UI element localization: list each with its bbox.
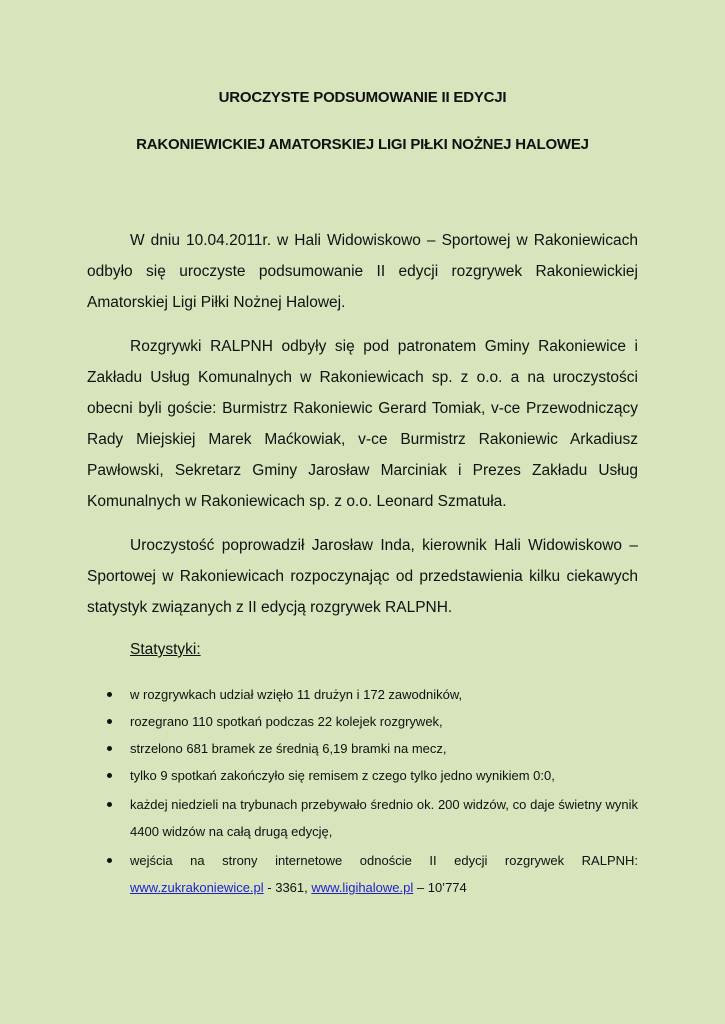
paragraph-text: W dniu 10.04.2011r. w Hali Widowiskowo – Sportowej w Rakoniewicach odbyło się uroczyste podsumowanie II edycji rozgrywek Rakoniewickiej Amatorskiej Ligi Piłki Nożnej Halowej. (87, 232, 638, 311)
stats-item: w rozgrywkach udział wzięło 11 drużyn i 172 zawodników, (105, 683, 638, 706)
stats-item: strzelono 681 bramek ze średnią 6,19 bramki na mecz, (105, 737, 638, 760)
stats-item-websites (105, 847, 638, 901)
paragraph-host (87, 530, 638, 623)
link-ligihalowe[interactable]: www.ligihalowe.pl (311, 880, 414, 895)
title-line-1: UROCZYSTE PODSUMOWANIE II EDYCJI (218, 89, 507, 106)
stats-item: każdej niedzieli na trybunach przebywało średnio ok. 200 widzów, co daje świetny wynik 4400 widzów na całą drugą edycję, (105, 791, 638, 845)
paragraph-opening (87, 225, 638, 318)
title-line-2: RAKONIEWICKIEJ AMATORSKIEJ LIGI PIŁKI NOŻNEJ HALOWEJ (136, 136, 589, 153)
stats-heading: Statystyki: (130, 641, 201, 658)
paragraph-guests (87, 331, 638, 517)
stats-item: tylko 9 spotkań zakończyło się remisem z czego tylko jedno wynikiem 0:0, (105, 764, 638, 787)
stats-list (105, 683, 638, 903)
websites-text: wejścia na strony internetowe odnoście II edycji rozgrywek RALPNH: (130, 853, 638, 868)
paragraph-text: Uroczystość poprowadził Jarosław Inda, kierownik Hali Widowiskowo – Sportowej w Rakoniewicach rozpoczynając od przedstawienia kilku ciekawych statystyk związanych z II edycją rozgrywek RALPNH. (87, 537, 638, 616)
paragraph-text: Rozgrywki RALPNH odbyły się pod patronatem Gminy Rakoniewice i Zakładu Usług Komunalnych w Rakoniewicach sp. z o.o. a na uroczystości obecni byli goście: Burmistrz Rakoniewic Gerard Tomiak, v-ce Przewodniczący Rady Miejskiej Marek Maćkowiak, v-ce Burmistrz Rakoniewic Arkadiusz Pawłowski, Sekretarz Gminy Jarosław Marciniak i Prezes Zakładu Usług Komunalnych w Rakoniewicach sp. z o.o. Leonard Szmatuła. (87, 338, 638, 510)
link-zukrakoniewice[interactable]: www.zukrakoniewice.pl (130, 880, 264, 895)
visits-count-1: - 3361, (263, 880, 312, 895)
visits-count-2: – 10’774 (413, 880, 467, 895)
stats-item: rozegrano 110 spotkań podczas 22 kolejek rozgrywek, (105, 710, 638, 733)
